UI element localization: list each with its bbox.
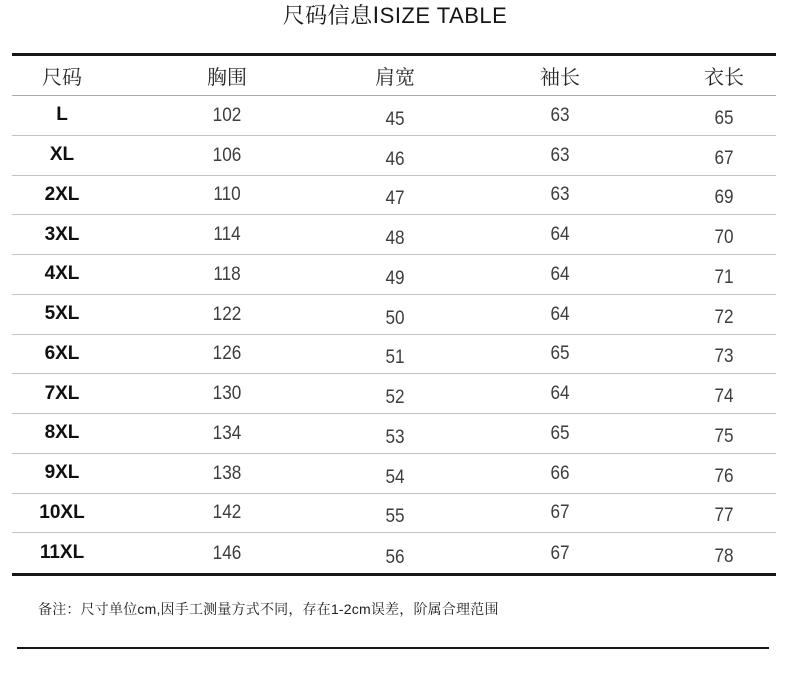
header-length: 衣长	[704, 67, 744, 89]
cell-sleeve: 67	[550, 501, 570, 524]
cell-length: 74	[714, 385, 734, 408]
cell-chest: 138	[212, 461, 242, 484]
cell-sleeve: 65	[550, 342, 570, 365]
cell-length: 73	[714, 345, 734, 368]
cell-chest: 122	[212, 302, 242, 325]
cell-shoulder: 52	[385, 386, 405, 409]
cell-shoulder: 56	[385, 545, 405, 568]
remark-text: 备注：尺寸单位cm,因手工测量方式不同，存在1-2cm误差，阶属合理范围	[38, 601, 499, 617]
cell-chest: 102	[212, 103, 242, 126]
table-row	[12, 533, 776, 573]
cell-size: L	[56, 104, 68, 126]
header-size: 尺码	[42, 67, 82, 89]
header-shoulder: 肩宽	[375, 67, 415, 89]
cell-size: 10XL	[39, 501, 85, 523]
cell-sleeve: 64	[550, 262, 570, 285]
bottom-divider	[17, 647, 769, 649]
cell-sleeve: 64	[550, 382, 570, 405]
cell-length: 71	[714, 265, 734, 288]
cell-size: 11XL	[39, 542, 85, 564]
table-row	[12, 295, 776, 335]
cell-size: XL	[49, 144, 75, 166]
cell-shoulder: 51	[385, 346, 405, 369]
header-sleeve: 袖长	[540, 67, 580, 89]
table-row	[12, 494, 776, 534]
table-row	[12, 96, 776, 136]
cell-size: 2XL	[44, 183, 80, 205]
cell-length: 75	[714, 424, 734, 447]
cell-shoulder: 48	[385, 227, 405, 250]
cell-chest: 110	[213, 183, 241, 206]
cell-length: 65	[714, 106, 734, 129]
cell-length: 76	[714, 464, 734, 487]
cell-length: 69	[714, 186, 734, 209]
cell-length: 77	[714, 504, 734, 527]
cell-sleeve: 64	[550, 302, 570, 325]
cell-shoulder: 49	[385, 266, 405, 289]
cell-chest: 118	[213, 262, 241, 285]
cell-shoulder: 55	[385, 505, 405, 528]
page-title: 尺码信息ⅠSIZE TABLE	[282, 3, 508, 28]
table-row	[12, 454, 776, 494]
size-table	[12, 53, 776, 576]
cell-chest: 106	[212, 143, 242, 166]
cell-shoulder: 47	[385, 187, 405, 210]
table-row	[12, 335, 776, 375]
cell-chest: 126	[212, 342, 242, 365]
cell-sleeve: 63	[550, 143, 570, 166]
table-row	[12, 374, 776, 414]
cell-shoulder: 53	[385, 425, 405, 448]
cell-size: 3XL	[44, 223, 80, 245]
cell-shoulder: 50	[385, 306, 405, 329]
table-row	[12, 176, 776, 216]
table-header-row	[12, 56, 776, 96]
table-row	[12, 255, 776, 295]
cell-sleeve: 67	[550, 541, 570, 564]
cell-size: 9XL	[44, 462, 80, 484]
cell-chest: 142	[212, 501, 242, 524]
cell-sleeve: 64	[550, 223, 570, 246]
header-chest: 胸围	[207, 67, 247, 89]
cell-size: 7XL	[44, 382, 80, 404]
cell-chest: 114	[213, 223, 241, 246]
cell-shoulder: 54	[385, 465, 405, 488]
table-row	[12, 215, 776, 255]
cell-size: 4XL	[44, 263, 80, 285]
table-row	[12, 136, 776, 176]
cell-length: 67	[714, 146, 734, 169]
cell-length: 72	[714, 305, 734, 328]
cell-chest: 146	[212, 541, 242, 564]
cell-sleeve: 63	[550, 183, 570, 206]
cell-chest: 130	[212, 382, 242, 405]
cell-size: 6XL	[44, 342, 80, 364]
cell-shoulder: 46	[385, 147, 405, 170]
cell-shoulder: 45	[385, 107, 405, 130]
cell-chest: 134	[212, 421, 242, 444]
cell-sleeve: 63	[550, 103, 570, 126]
cell-length: 78	[714, 544, 734, 567]
cell-size: 8XL	[44, 422, 80, 444]
cell-length: 70	[714, 226, 734, 249]
cell-size: 5XL	[44, 303, 80, 325]
cell-sleeve: 66	[550, 461, 570, 484]
cell-sleeve: 65	[550, 421, 570, 444]
table-row	[12, 414, 776, 454]
